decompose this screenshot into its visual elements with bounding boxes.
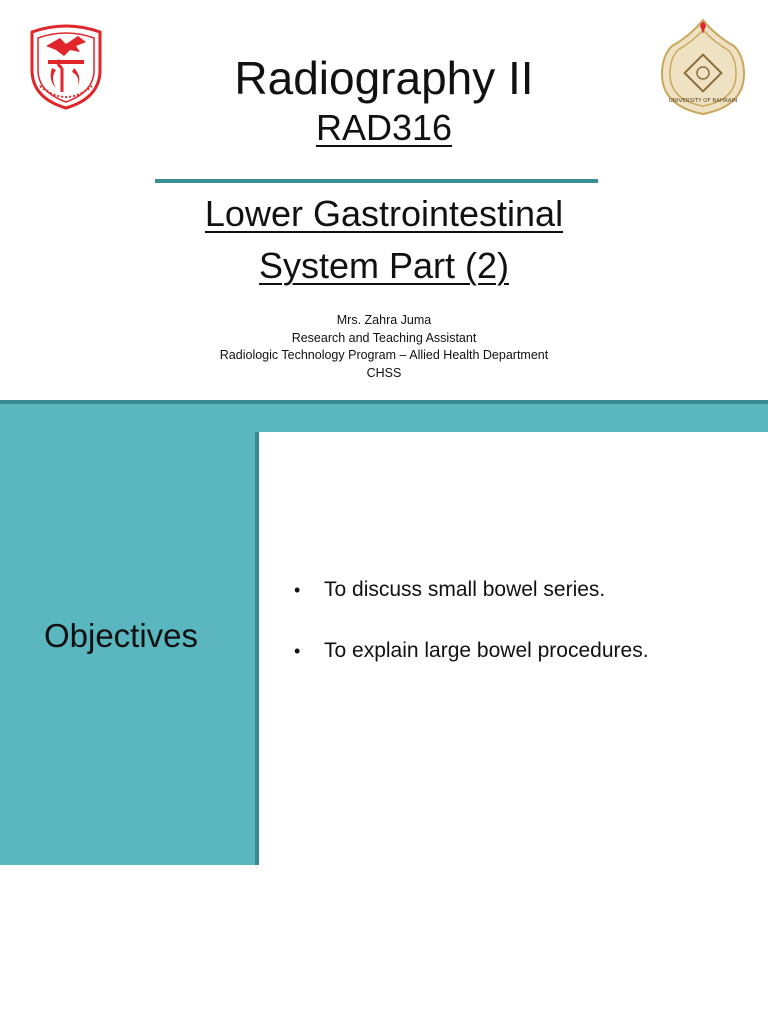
- objective-text: To explain large bowel procedures.: [324, 639, 649, 662]
- objectives-side-panel: [0, 432, 255, 865]
- objectives-heading: Objectives: [43, 617, 199, 654]
- objectives-slide: [0, 432, 768, 865]
- presenter-program: Radiologic Technology Program – Allied Health Department: [219, 348, 549, 362]
- objectives-list: [292, 575, 752, 697]
- list-item: [292, 636, 752, 666]
- bullet-icon: •: [294, 580, 301, 600]
- list-item: [292, 575, 752, 605]
- bullet-icon: •: [294, 641, 301, 661]
- course-code: [0, 106, 768, 150]
- presenter-college: CHSS: [366, 365, 402, 380]
- presenter-role: Research and Teaching Assistant: [291, 330, 477, 345]
- presenter-info: [0, 312, 768, 382]
- subtitle-line-1: Lower Gastrointestinal: [204, 193, 564, 234]
- title-divider: [155, 179, 598, 183]
- presenter-name: Mrs. Zahra Juma: [336, 313, 432, 327]
- side-panel-edge: [255, 432, 259, 865]
- presentation-title: Radiography II: [234, 52, 534, 104]
- seal-text: UNIVERSITY OF BAHRAIN: [668, 98, 738, 104]
- subtitle-line-2: System Part (2): [258, 245, 510, 286]
- lecture-subtitle: [0, 188, 768, 292]
- objective-text: To discuss small bowel series.: [324, 578, 606, 601]
- course-code-text: RAD316: [315, 107, 453, 148]
- footer-band: [0, 404, 768, 432]
- title-slide: [0, 0, 768, 432]
